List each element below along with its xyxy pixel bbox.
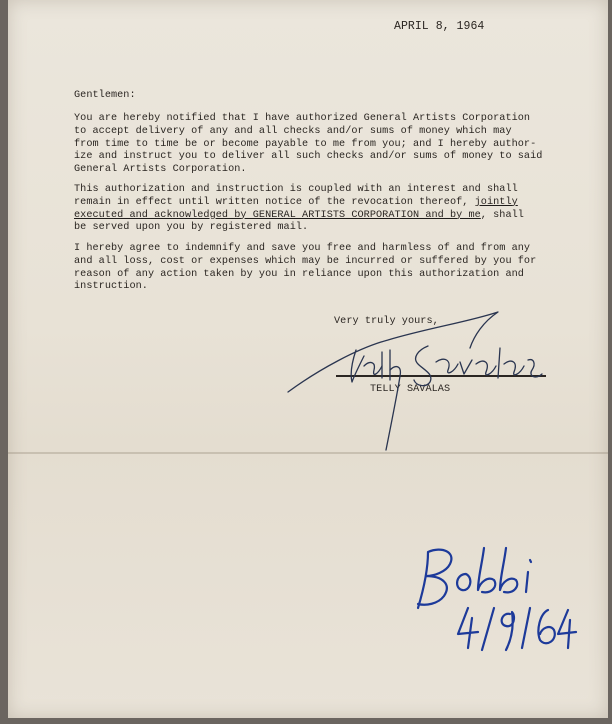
letter-page: [8, 0, 608, 718]
handwritten-note: [398, 538, 578, 658]
letter-date: APRIL 8, 1964: [394, 20, 485, 33]
text-line: [74, 197, 524, 210]
closing: Very truly yours,: [334, 316, 439, 327]
text-line: You are hereby notified that I have authorized General Artists Corporation: [74, 113, 531, 124]
paragraph-indemnify: [74, 243, 536, 294]
text-line: I hereby agree to indemnify and save you free and harmless of and from any: [74, 243, 531, 254]
text-line: General Artists Corporation.: [74, 164, 247, 176]
text-line: This authorization and instruction is coupled with an interest and shall: [74, 184, 518, 195]
text-line: to accept delivery of any and all checks and/or sums of money which may: [74, 125, 512, 137]
salutation: Gentlemen:: [74, 90, 136, 101]
paragraph-revocation: [74, 184, 524, 235]
text-line: from time to time be or become payable to me from you; and I hereby author-: [74, 138, 537, 150]
text-line: ize and instruct you to deliver all such checks and/or sums of money to said: [74, 151, 543, 163]
text-segment: remain in effect until written notice of the revocation thereof,: [74, 196, 475, 208]
text-line: be served upon you by registered mail.: [74, 222, 309, 234]
signer-name: TELLY SAVALAS: [370, 384, 451, 395]
text-line: reason of any action taken by you in reliance upon this authorization and: [74, 268, 524, 280]
text-line: instruction.: [74, 281, 148, 293]
handwritten-signature: [278, 300, 558, 460]
text-line: [74, 210, 524, 223]
paragraph-authorization: [74, 113, 542, 177]
text-line: and all loss, cost or expenses which may be incurred or suffered by you for: [74, 255, 537, 267]
underlined-text: executed and acknowledged by GENERAL ARTISTS CORPORATION and by me: [74, 209, 481, 221]
underlined-text: jointly: [474, 196, 518, 208]
text-segment: , shall: [480, 209, 524, 221]
